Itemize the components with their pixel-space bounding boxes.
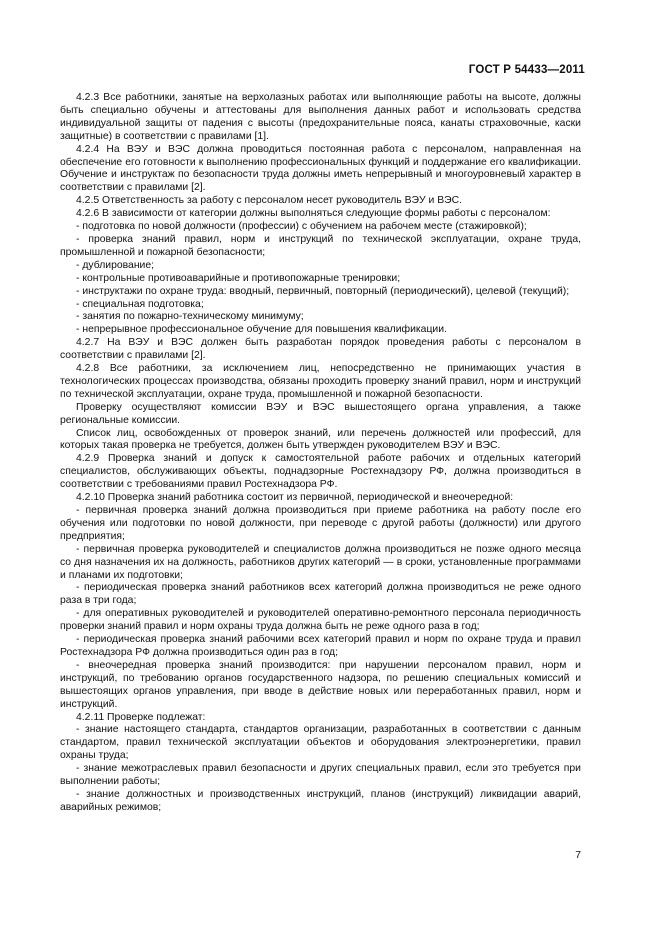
paragraph: 4.2.3 Все работники, занятые на верхолазных работах или выполняющие работы на высоте, должны быть специально обучены и аттестованы для выполнения данных работ и использовать средства индивидуальной защиты от падения с высоты (предохранительные пояса, канаты страховочные, каски защитные) в соответствии с правилами [1]. [60, 92, 581, 142]
list-item: - периодическая проверка знаний рабочими всех категорий правил и норм по охране труда и правил Ростехнадзора РФ должна производиться один раз в год; [60, 634, 581, 658]
list-item: - занятия по пожарно-техническому минимуму; [76, 311, 304, 323]
list-item: - подготовка по новой должности (профессии) с обучением на рабочем месте (стажировкой); [76, 221, 527, 233]
list-item: - непрерывное профессиональное обучение для повышения квалификации. [76, 324, 447, 336]
list-item: - внеочередная проверка знаний производится: при нарушении персоналом правил, норм и инструкций, по требованию органов государственного надзора, по решению специальных комиссий и вышестоящих органов управления, при вводе в действие новых или переработанных правил, норм и инструкций. [60, 659, 581, 710]
paragraph: 4.2.8 Все работники, за исключением лиц, непосредственно не принимающих участия в технологических процессах производства, обязаны проходить проверку знаний правил, норм и инструкций по технической эксплуатации, охране труда, промышленной и пожарной безопасности. [60, 363, 581, 400]
list-item: - контрольные противоаварийные и противопожарные тренировки; [76, 272, 401, 284]
paragraph: 4.2.9 Проверка знаний и допуск к самостоятельной работе рабочих и отдельных категорий специалистов, обслуживающих объекты, поднадзорные Ростехнадзору РФ, должна производиться в соответствии с требованиями правил Ростехнадзора РФ. [60, 453, 581, 491]
paragraph: 4.2.7 На ВЭУ и ВЭС должен быть разработан порядок проведения работы с персоналом в соответствии с правилами [2]. [60, 337, 581, 362]
list-item: - первичная проверка руководителей и специалистов должна производиться не позже одного месяца со дня назначения их на должность, работников других категорий — в сроки, установленные программами и планами их подготовки; [60, 543, 581, 581]
list-item: - знание межотраслевых правил безопасности и других специальных правил, если это требуется при выполнении работы; [60, 763, 581, 788]
list-item: - для оперативных руководителей и руководителей оперативно-ремонтного персонала периодичность проверки знаний правил и норм охраны труда должна быть не реже одного раза в год; [60, 608, 581, 633]
list-item: - первичная проверка знаний должна производиться при приеме работника на работу после его обучения или подготовки по новой должности, при переводе с другой работы (должности) или другого предприятия; [60, 505, 581, 542]
paragraph: 4.2.10 Проверка знаний работника состоит из первичной, периодической и внеочередной: [76, 492, 514, 504]
list-item: - знание должностных и производственных инструкций, планов (инструкций) ликвидации аварий, аварийных режимов; [60, 788, 581, 813]
paragraph: 4.2.6 В зависимости от категории должны выполняться следующие формы работы с персоналом: [76, 208, 551, 220]
paragraph: 4.2.5 Ответственность за работу с персоналом несет руководитель ВЭУ и ВЭС. [76, 195, 462, 207]
list-item: - периодическая проверка знаний работников всех категорий должна производиться не реже одного раза в три года; [60, 582, 581, 607]
list-item: - инструктажи по охране труда: вводный, первичный, повторный (периодический), целевой (текущий); [76, 285, 570, 297]
paragraph: 4.2.4 На ВЭУ и ВЭС должна проводиться постоянная работа с персоналом, направленная на обеспечение его готовности к выполнению профессиональных функций и поддержание его квалификации. Обучение и инструктаж по безопасности труда должны иметь непрерывный и многоуровневый характер в соответствии с правилами [2]. [60, 143, 581, 194]
list-item: - дублирование; [76, 259, 155, 271]
paragraph: 4.2.11 Проверке подлежат: [76, 711, 206, 723]
page-number: 7 [575, 850, 581, 861]
document-header: ГОСТ Р 54433—2011 [468, 64, 585, 76]
document-body [60, 92, 581, 815]
paragraph: Список лиц, освобожденных от проверок знаний, или перечень должностей или профессий, для которых такая проверка не требуется, должен быть утвержден руководителем ВЭУ и ВЭС. [60, 427, 581, 452]
paragraph: Проверку осуществляют комиссии ВЭУ и ВЭС вышестоящего органа управления, а также региональные комиссии. [60, 401, 581, 426]
list-item: - проверка знаний правил, норм и инструкций по технической эксплуатации, охране труда, промышленной и пожарной безопасности; [60, 233, 581, 258]
list-item: - знание настоящего стандарта, стандартов организации, разработанных в соответствии с данным стандартом, правил технической эксплуатации объектов и оборудования электроэнергетики, правил охраны труда; [60, 724, 581, 762]
list-item: - специальная подготовка; [76, 298, 204, 310]
